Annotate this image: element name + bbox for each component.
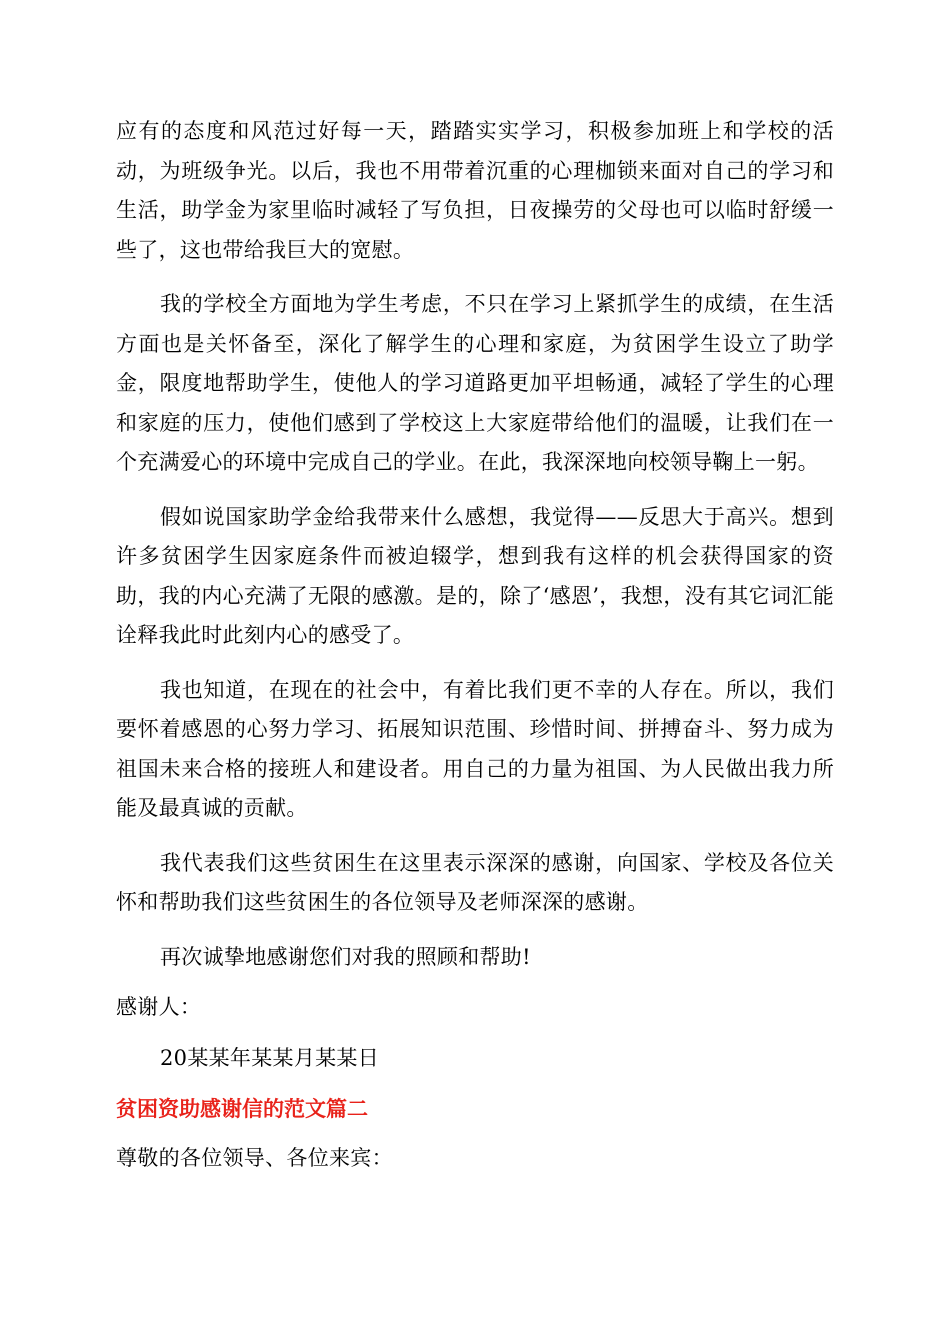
salutation: 尊敬的各位领导、各位来宾： xyxy=(116,1146,393,1170)
letter-date: 20某某年某某月某某日 xyxy=(160,1045,380,1070)
document-page xyxy=(116,112,834,1179)
paragraph-continuation: 应有的态度和风范过好每一天，踏踏实实学习，积极参加班上和学校的活动，为班级争光。以后，我也不用带着沉重的心理枷锁来面对自己的学习和生活，助学金为家里临时减轻了写负担，日夜操劳的父母也可以临时舒缓一些了，这也带给我巨大的宽慰。 xyxy=(116,119,834,262)
paragraph-thanks: 我代表我们这些贫困生在这里表示深深的感谢，向国家、学校及各位关怀和帮助我们这些贫困生的各位领导及老师深深的感谢。 xyxy=(116,850,834,914)
paragraph-closing: 再次诚挚地感谢您们对我的照顾和帮助! xyxy=(160,944,531,969)
signature-label: 感谢人： xyxy=(116,995,202,1019)
paragraph-school-care: 我的学校全方面地为学生考虑，不只在学习上紧抓学生的成绩，在生活方面也是关怀备至，深化了解学生的心理和家庭，为贫困学生设立了助学金，限度地帮助学生，使他人的学习道路更加平坦畅通，减轻了学生的心理和家庭的压力，使他们感到了学校这上大家庭带给他们的温暖，让我们在一个充满爱心的环境中完成自己的学业。在此，我深深地向校领导鞠上一躬。 xyxy=(116,292,834,474)
paragraph-reflection: 假如说国家助学金给我带来什么感想，我觉得——反思大于高兴。想到许多贫困学生因家庭条件而被迫辍学，想到我有这样的机会获得国家的资助，我的内心充满了无限的感激。是的，除了‘感恩’，我想，没有其它词汇能诠释我此时此刻内心的感受了。 xyxy=(116,504,834,647)
section-heading: 贫困资助感谢信的范文篇二 xyxy=(116,1097,368,1121)
paragraph-society: 我也知道，在现在的社会中，有着比我们更不幸的人存在。所以，我们要怀着感恩的心努力学习、拓展知识范围、珍惜时间、拼搏奋斗、努力成为祖国未来合格的接班人和建设者。用自己的力量为祖国、为人民做出我力所能及最真诚的贡献。 xyxy=(116,677,834,820)
